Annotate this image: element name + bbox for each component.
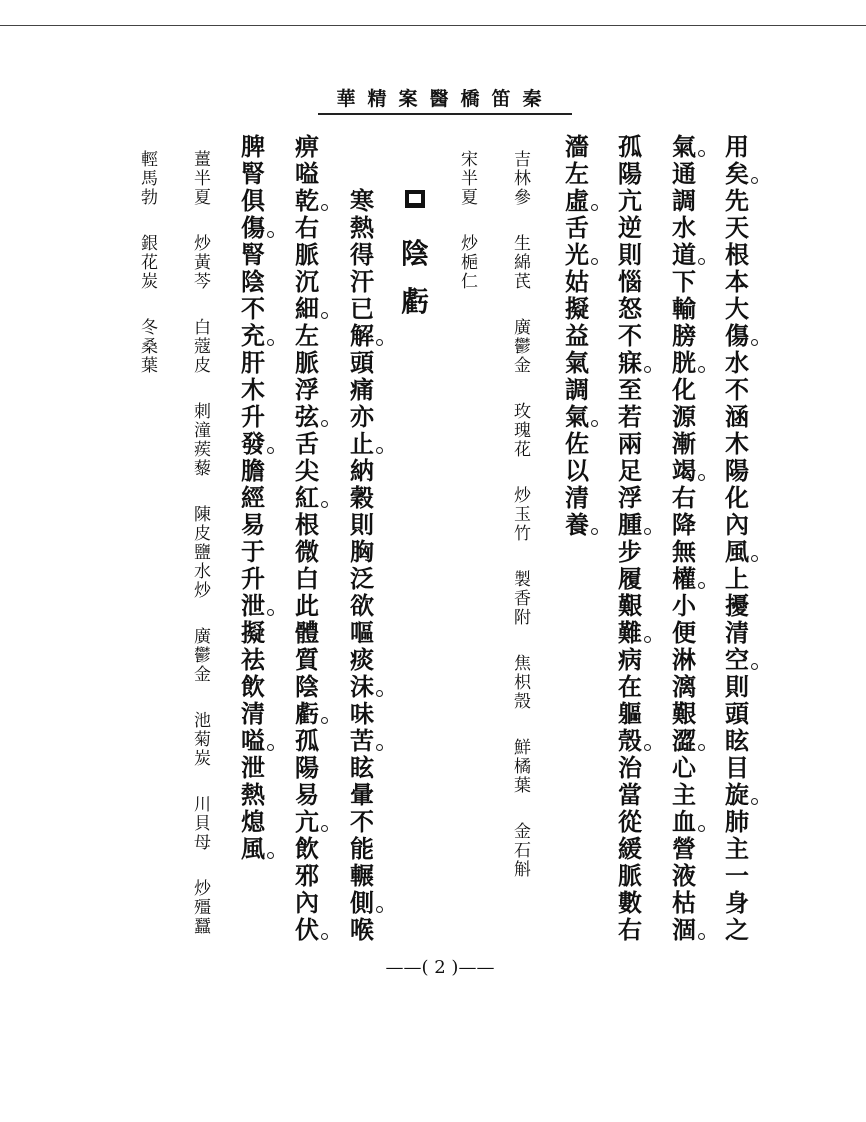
glyph: 權 <box>669 565 699 592</box>
case1-text-column-1 <box>722 133 752 943</box>
prescription-item: 白蔻皮 <box>190 318 210 375</box>
glyph: 舌 <box>295 429 319 458</box>
glyph: 納 <box>350 456 374 485</box>
case2-text-column-2 <box>292 133 322 943</box>
glyph: 肝 <box>241 348 265 377</box>
black-square-marker-icon <box>405 190 425 208</box>
glyph: 苦 <box>347 727 377 754</box>
glyph: 目 <box>725 753 749 782</box>
glyph: 治 <box>618 753 642 782</box>
glyph: 汗 <box>350 267 374 296</box>
glyph: 泄 <box>238 592 268 619</box>
glyph: 小 <box>672 591 696 620</box>
prescription-item: 薑半夏 <box>190 150 210 207</box>
glyph: 空 <box>722 646 752 673</box>
glyph: 陽 <box>725 456 749 485</box>
glyph: 虧 <box>292 700 322 727</box>
glyph: 艱 <box>672 699 696 728</box>
prescription-item: 生綿芪 <box>510 234 530 291</box>
glyph: 膀 <box>672 321 696 350</box>
glyph: 化 <box>725 483 749 512</box>
glyph: 調 <box>672 186 696 215</box>
glyph: 上 <box>725 564 749 593</box>
glyph: 左 <box>565 159 589 188</box>
glyph: 虛 <box>562 187 592 214</box>
prescription-item: 焦枳殼 <box>510 654 530 711</box>
glyph: 此 <box>295 591 319 620</box>
glyph: 水 <box>725 348 749 377</box>
glyph: 傷 <box>722 322 752 349</box>
glyph: 不 <box>725 375 749 404</box>
glyph: 惱 <box>618 267 642 296</box>
prescription-item: 炒梔仁 <box>457 234 477 291</box>
glyph: 尖 <box>295 456 319 485</box>
prescription-item: 金石斛 <box>510 822 530 879</box>
glyph: 風 <box>238 835 268 862</box>
prescription-item: 池菊炭 <box>190 711 210 768</box>
glyph: 則 <box>350 510 374 539</box>
glyph: 竭 <box>669 457 699 484</box>
glyph: 不 <box>350 807 374 836</box>
glyph: 清 <box>725 618 749 647</box>
glyph: 胱 <box>669 349 699 376</box>
glyph: 怒 <box>618 294 642 323</box>
glyph: 孤 <box>618 132 642 161</box>
prescription-item: 銀花炭 <box>137 234 157 291</box>
case2-prescription-column-1 <box>188 150 212 963</box>
header-underline <box>318 113 572 115</box>
glyph: 液 <box>672 861 696 890</box>
glyph: 益 <box>565 321 589 350</box>
glyph: 用 <box>725 132 749 161</box>
glyph: 味 <box>350 699 374 728</box>
glyph: 水 <box>672 213 696 242</box>
glyph: 邪 <box>295 861 319 890</box>
prescription-item: 冬桑葉 <box>137 318 157 375</box>
glyph: 陰 <box>295 672 319 701</box>
glyph: 痛 <box>350 375 374 404</box>
glyph: 嗌 <box>238 727 268 754</box>
case1-prescription-column-2 <box>455 150 479 318</box>
glyph: 以 <box>565 456 589 485</box>
prescription-item: 刺潼蒺藜 <box>190 402 210 478</box>
glyph: 亢 <box>292 808 322 835</box>
glyph: 則 <box>618 240 642 269</box>
glyph: 亦 <box>350 402 374 431</box>
glyph: 腎 <box>241 159 265 188</box>
glyph: 擾 <box>725 591 749 620</box>
case2-heading <box>398 190 432 326</box>
glyph: 大 <box>725 294 749 323</box>
glyph: 腎 <box>241 240 265 269</box>
prescription-item: 炒黃芩 <box>190 234 210 291</box>
glyph: 擬 <box>241 618 265 647</box>
glyph: 心 <box>672 753 696 782</box>
glyph: 升 <box>241 564 265 593</box>
glyph: 已 <box>350 294 374 323</box>
glyph: 調 <box>565 375 589 404</box>
glyph: 傷 <box>238 214 268 241</box>
glyph: 涸 <box>669 916 699 943</box>
glyph: 步 <box>618 537 642 566</box>
glyph: 從 <box>618 807 642 836</box>
glyph: 脈 <box>295 348 319 377</box>
glyph: 氣 <box>565 348 589 377</box>
glyph: 浮 <box>295 375 319 404</box>
glyph: 穀 <box>350 483 374 512</box>
glyph: 便 <box>672 618 696 647</box>
prescription-item: 陳皮鹽水炒 <box>190 505 210 600</box>
glyph: 側 <box>347 889 377 916</box>
glyph: 擬 <box>565 294 589 323</box>
glyph: 養 <box>562 511 592 538</box>
glyph: 寐 <box>615 349 645 376</box>
glyph: 內 <box>295 888 319 917</box>
glyph: 化 <box>672 375 696 404</box>
glyph: 欲 <box>350 591 374 620</box>
glyph: 履 <box>618 564 642 593</box>
glyph: 氣 <box>562 403 592 430</box>
glyph: 易 <box>241 510 265 539</box>
glyph: 不 <box>618 321 642 350</box>
glyph: 泄 <box>241 753 265 782</box>
glyph: 姑 <box>565 267 589 296</box>
prescription-item: 炒玉竹 <box>510 486 530 543</box>
glyph: 發 <box>238 430 268 457</box>
glyph: 孤 <box>295 726 319 755</box>
glyph: 經 <box>241 483 265 512</box>
glyph: 氣 <box>669 133 699 160</box>
glyph: 亢 <box>618 186 642 215</box>
glyph: 光 <box>562 241 592 268</box>
case1-prescription-column-1 <box>508 150 532 906</box>
case1-text-column-3 <box>615 133 645 943</box>
glyph: 一 <box>725 861 749 890</box>
glyph: 胸 <box>350 537 374 566</box>
glyph: 風 <box>722 538 752 565</box>
glyph: 兩 <box>618 429 642 458</box>
glyph: 嘔 <box>350 618 374 647</box>
glyph: 頭 <box>725 699 749 728</box>
glyph: 沫 <box>347 673 377 700</box>
glyph: 根 <box>295 510 319 539</box>
glyph: 得 <box>350 240 374 269</box>
glyph: 源 <box>672 402 696 431</box>
glyph: 頭 <box>350 348 374 377</box>
prescription-item: 吉林參 <box>510 150 530 207</box>
glyph: 數 <box>618 888 642 917</box>
glyph: 脾 <box>241 132 265 161</box>
glyph: 本 <box>725 267 749 296</box>
glyph: 道 <box>669 241 699 268</box>
glyph: 佐 <box>565 429 589 458</box>
glyph: 清 <box>241 699 265 728</box>
glyph: 輾 <box>350 861 374 890</box>
glyph: 喉 <box>350 915 374 944</box>
glyph: 伏 <box>292 916 322 943</box>
glyph: 當 <box>618 780 642 809</box>
glyph: 熄 <box>241 807 265 836</box>
case2-prescription-column-2 <box>135 150 159 402</box>
glyph: 陽 <box>618 159 642 188</box>
glyph: 舌 <box>565 213 589 242</box>
glyph: 寒 <box>350 186 374 215</box>
prescription-item: 廣鬱金 <box>510 318 530 375</box>
glyph: 先 <box>725 186 749 215</box>
prescription-item: 廣鬱金 <box>190 627 210 684</box>
glyph: 天 <box>725 213 749 242</box>
glyph: 痰 <box>350 645 374 674</box>
glyph: 體 <box>295 618 319 647</box>
glyph: 熱 <box>350 213 374 242</box>
glyph: 紅 <box>292 484 322 511</box>
glyph: 輸 <box>672 294 696 323</box>
glyph: 膽 <box>241 456 265 485</box>
glyph: 飲 <box>241 672 265 701</box>
prescription-item: 炒殭蠶 <box>190 879 210 936</box>
glyph: 升 <box>241 402 265 431</box>
glyph: 漸 <box>672 429 696 458</box>
glyph: 肺 <box>725 807 749 836</box>
glyph: 木 <box>725 429 749 458</box>
glyph: 內 <box>725 510 749 539</box>
glyph: 左 <box>295 321 319 350</box>
glyph: 泛 <box>350 564 374 593</box>
glyph: 足 <box>618 456 642 485</box>
glyph: 脈 <box>295 240 319 269</box>
glyph: 虧 <box>400 285 429 318</box>
case2-heading-text <box>398 230 432 326</box>
prescription-item: 宋半夏 <box>457 150 477 207</box>
glyph: 通 <box>672 159 696 188</box>
glyph: 眩 <box>725 726 749 755</box>
glyph: 若 <box>618 402 642 431</box>
glyph: 弦 <box>292 403 322 430</box>
glyph: 止 <box>347 430 377 457</box>
glyph: 無 <box>672 537 696 566</box>
glyph: 下 <box>672 267 696 296</box>
glyph: 陰 <box>400 237 429 270</box>
glyph: 暈 <box>350 780 374 809</box>
glyph: 之 <box>725 915 749 944</box>
case1-text-column-4 <box>562 133 592 538</box>
glyph: 營 <box>672 834 696 863</box>
glyph: 乾 <box>292 187 322 214</box>
glyph: 病 <box>618 645 642 674</box>
glyph: 右 <box>618 915 642 944</box>
glyph: 主 <box>672 780 696 809</box>
glyph: 身 <box>725 888 749 917</box>
glyph: 殼 <box>615 727 645 754</box>
glyph: 浮 <box>618 483 642 512</box>
glyph: 至 <box>618 375 642 404</box>
glyph: 濇 <box>565 132 589 161</box>
glyph: 微 <box>295 537 319 566</box>
glyph: 痹 <box>295 132 319 161</box>
glyph: 陽 <box>295 753 319 782</box>
glyph: 漓 <box>672 672 696 701</box>
glyph: 俱 <box>241 186 265 215</box>
glyph: 飲 <box>295 834 319 863</box>
case2-text-column-1 <box>347 187 377 943</box>
running-header-title: 秦笛橋醫案精華 <box>336 88 554 110</box>
glyph: 不 <box>241 294 265 323</box>
glyph: 逆 <box>618 213 642 242</box>
glyph: 艱 <box>618 591 642 620</box>
glyph: 淋 <box>672 645 696 674</box>
glyph: 降 <box>672 510 696 539</box>
glyph: 矣 <box>722 160 752 187</box>
case2-text-column-3 <box>238 133 268 862</box>
glyph: 陰 <box>241 267 265 296</box>
page-top-rule <box>0 25 866 26</box>
page-number: ——( 2 )—— <box>385 957 495 978</box>
glyph: 祛 <box>241 645 265 674</box>
prescription-item: 川貝母 <box>190 795 210 852</box>
glyph: 枯 <box>672 888 696 917</box>
glyph: 右 <box>295 213 319 242</box>
glyph: 沉 <box>295 267 319 296</box>
prescription-item: 鮮橘葉 <box>510 738 530 795</box>
glyph: 能 <box>350 834 374 863</box>
prescription-item: 輕馬勃 <box>137 150 157 207</box>
glyph: 難 <box>615 619 645 646</box>
glyph: 腫 <box>615 511 645 538</box>
glyph: 嗌 <box>295 159 319 188</box>
glyph: 旋 <box>722 781 752 808</box>
glyph: 緩 <box>618 834 642 863</box>
glyph: 血 <box>669 808 699 835</box>
glyph: 涵 <box>725 402 749 431</box>
prescription-item: 玫瑰花 <box>510 402 530 459</box>
glyph: 細 <box>292 295 322 322</box>
glyph: 木 <box>241 375 265 404</box>
glyph: 則 <box>725 672 749 701</box>
glyph: 充 <box>238 322 268 349</box>
glyph: 解 <box>347 322 377 349</box>
glyph: 脈 <box>618 861 642 890</box>
case1-text-column-2 <box>669 133 699 943</box>
glyph: 主 <box>725 834 749 863</box>
glyph: 白 <box>295 564 319 593</box>
prescription-item: 製香附 <box>510 570 530 627</box>
glyph: 澀 <box>669 727 699 754</box>
glyph: 易 <box>295 780 319 809</box>
glyph: 右 <box>672 483 696 512</box>
glyph: 根 <box>725 240 749 269</box>
glyph: 軀 <box>618 699 642 728</box>
glyph: 清 <box>565 483 589 512</box>
glyph: 在 <box>618 672 642 701</box>
glyph: 眩 <box>350 753 374 782</box>
glyph: 于 <box>241 537 265 566</box>
glyph: 質 <box>295 645 319 674</box>
glyph: 熱 <box>241 780 265 809</box>
